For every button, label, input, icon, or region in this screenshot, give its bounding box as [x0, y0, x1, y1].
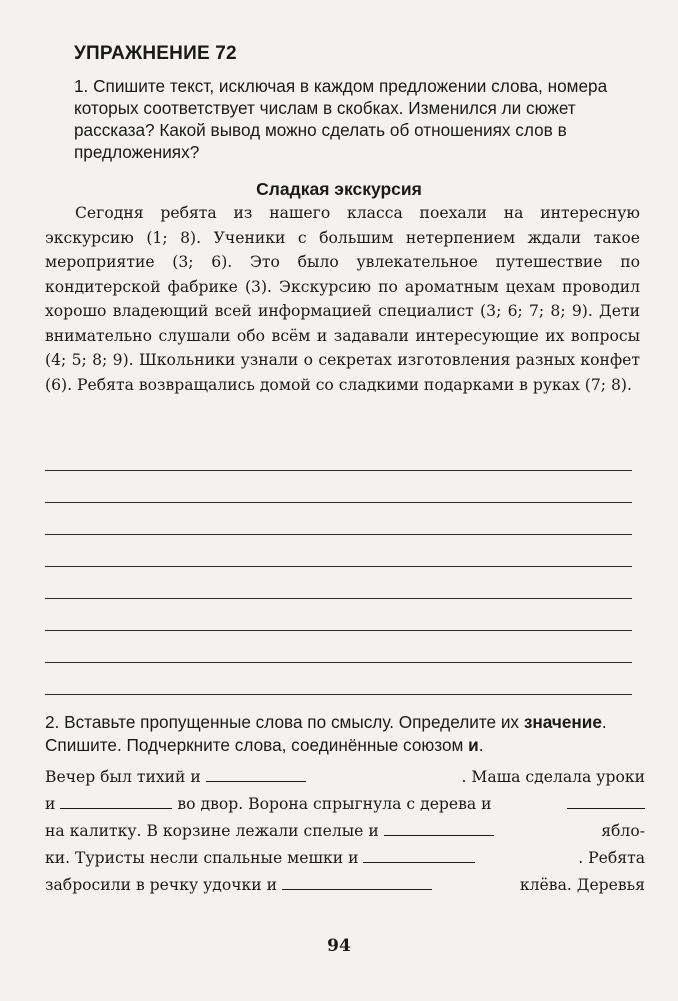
task-2-bold-conjunction: и: [468, 735, 479, 755]
task-2-bold-meaning: значение: [523, 712, 602, 732]
exercise-text: на калитку. В корзине лежали спелые и: [45, 822, 379, 840]
exercise-row: [45, 764, 645, 791]
exercise-text: во двор. Ворона спрыгнула с дерева и: [177, 795, 492, 813]
exercise-text: . Ребята: [578, 849, 645, 867]
exercise-text: и: [45, 795, 56, 813]
exercise-text: ябло-: [601, 822, 645, 840]
task-1-instruction: 1. Спишите текст, исключая в каждом предложении слова, номера которых соответствует числам в скобках. Изменился ли сюжет рассказа? Какой вывод можно сделать об отношениях слов в предложениях?: [74, 76, 608, 162]
exercise-text: . Маша сделала уроки: [461, 768, 645, 786]
blank-field[interactable]: [363, 848, 475, 863]
writing-line: [45, 662, 632, 663]
exercise-text: Вечер был тихий и: [45, 768, 201, 786]
task-2-text-b: . Спишите. Подчеркните слова, соединённые союзом: [45, 712, 607, 755]
fill-in-exercise: [45, 764, 645, 899]
writing-line: [45, 694, 632, 695]
exercise-text: забросили в речку удочки и: [45, 876, 278, 894]
writing-line: [45, 630, 632, 631]
writing-line: [45, 470, 632, 471]
exercise-row: [45, 818, 645, 845]
story-text: Сегодня ребята из нашего класса поехали на интересную экскурсию (1; 8). Ученики с большим нетерпением ждали такое мероприятие (3; 6). Это было увлекательное путешествие по кондитерской фабрике (3). Экскурсию по ароматным цехам проводил хорошо владеющий всей информацией специалист (3; 6; 7; 8; 9). Дети внимательно слушали обо всём и задавали интересующие их вопросы (4; 5; 8; 9). Школьники узнали о секретах изготовления разных конфет (6). Ребята возвращались домой со сладкими подарками в руках (7; 8).: [45, 204, 640, 394]
writing-line: [45, 566, 632, 567]
blank-field[interactable]: [567, 794, 645, 809]
writing-line: [45, 534, 632, 535]
task-2-text-c: .: [478, 735, 484, 755]
exercise-row: [45, 845, 645, 872]
task-2-instruction: [45, 711, 640, 757]
task-2-text-a: 2. Вставьте пропущенные слова по смыслу. Определите их: [45, 712, 524, 732]
blank-field[interactable]: [384, 821, 494, 836]
writing-line: [45, 502, 632, 503]
exercise-row: [45, 791, 645, 818]
story-title: Сладкая экскурсия: [256, 179, 422, 199]
page-number: 94: [327, 936, 351, 956]
blank-field[interactable]: [282, 875, 432, 890]
exercise-title: УПРАЖНЕНИЕ 72: [74, 43, 237, 64]
exercise-text: клёва. Деревья: [519, 876, 645, 894]
blank-field[interactable]: [60, 794, 172, 809]
writing-line: [45, 598, 632, 599]
exercise-row: [45, 872, 645, 899]
blank-field[interactable]: [206, 767, 306, 782]
exercise-text: ки. Туристы несли спальные мешки и: [45, 849, 359, 867]
